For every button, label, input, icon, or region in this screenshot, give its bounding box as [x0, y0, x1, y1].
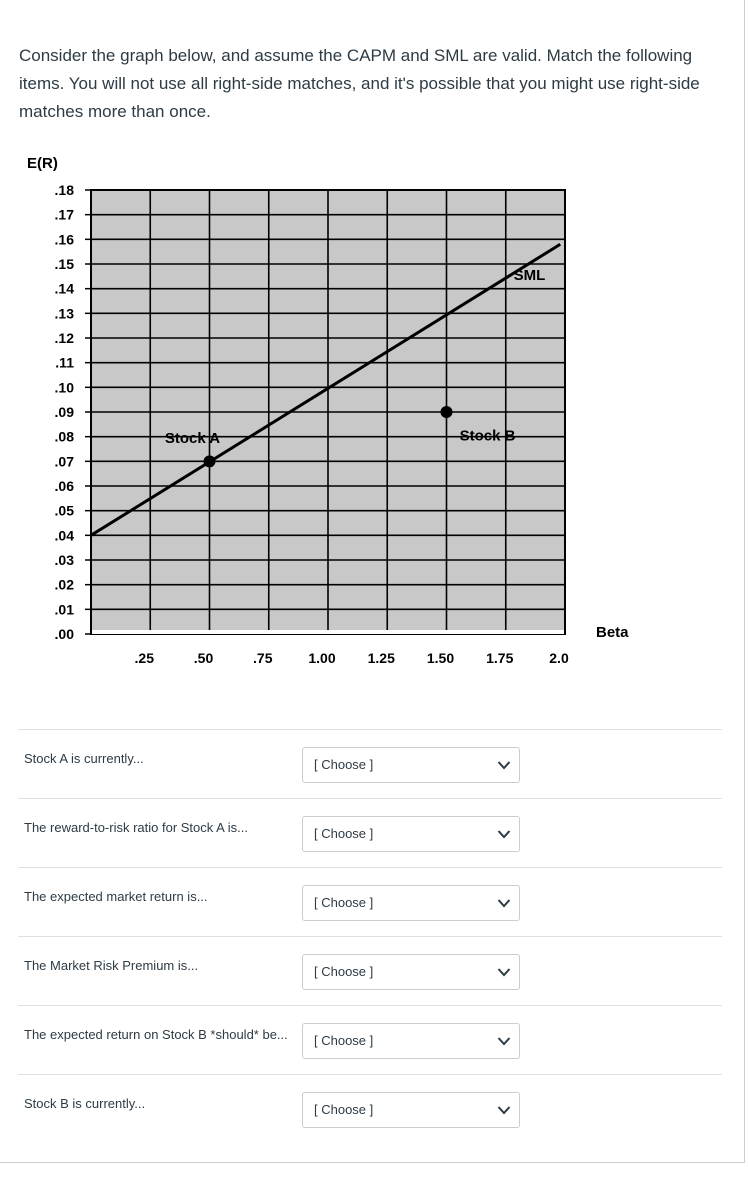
chevron-down-icon	[497, 898, 511, 908]
select-value: [ Choose ]	[314, 826, 374, 841]
y-tick-label: .18	[54, 182, 74, 198]
select-value: [ Choose ]	[314, 895, 374, 910]
chevron-down-icon	[497, 760, 511, 770]
answer-select[interactable]	[302, 816, 520, 852]
answer-select[interactable]	[302, 954, 520, 990]
y-tick-label: .15	[54, 256, 74, 272]
y-tick-label: .16	[54, 231, 74, 248]
x-tick-label: 2.0	[549, 650, 569, 666]
x-tick-label: 1.75	[486, 650, 514, 666]
chevron-down-icon	[497, 1036, 511, 1046]
y-tick-label: .13	[54, 305, 74, 322]
match-prompt: Stock A is currently...	[24, 751, 144, 766]
y-tick-label: .17	[54, 206, 74, 223]
chevron-down-icon	[497, 1105, 511, 1115]
sml-label: SML	[513, 267, 546, 285]
match-prompt: The reward-to-risk ratio for Stock A is...	[24, 820, 248, 835]
x-tick-label: 1.50	[426, 650, 455, 666]
select-value: [ Choose ]	[314, 1033, 374, 1048]
zero-band	[92, 630, 564, 634]
match-row	[18, 798, 722, 867]
x-tick-label: .75	[253, 650, 273, 666]
answer-select[interactable]	[302, 885, 520, 921]
y-tick-label: .10	[54, 379, 74, 396]
x-tick-label: .25	[134, 650, 154, 666]
answer-select[interactable]	[302, 1092, 520, 1128]
answer-select[interactable]	[302, 747, 520, 783]
x-tick-label: .50	[193, 650, 214, 666]
answer-select[interactable]	[302, 1023, 520, 1059]
stock-b-label: Stock B	[459, 427, 516, 445]
y-axis-title: E(R)	[27, 155, 58, 172]
match-prompt: The expected market return is...	[24, 889, 208, 904]
y-tick-label: .02	[54, 576, 74, 593]
x-tick-label: 1.25	[367, 650, 395, 666]
y-tick-label: .05	[54, 502, 74, 519]
select-value: [ Choose ]	[314, 757, 374, 772]
y-tick-label: .01	[54, 601, 74, 618]
stock-b-point	[441, 406, 453, 418]
select-value: [ Choose ]	[314, 964, 374, 979]
y-tick-label: .08	[54, 428, 74, 445]
y-tick-label: .03	[54, 552, 74, 568]
y-tick-label: .07	[54, 453, 74, 470]
select-value: [ Choose ]	[314, 1102, 374, 1117]
match-prompt: Stock B is currently...	[24, 1096, 146, 1111]
stock-a-label: Stock A	[164, 429, 221, 447]
question-text: Consider the graph below, and assume the CAPM and SML are valid. Match the following items. You will not use all right-side matches, and it's possible that you might use right-side matches more than once.	[19, 46, 700, 121]
y-tick-label: .11	[55, 354, 74, 371]
match-prompt: The expected return on Stock B *should* be...	[24, 1027, 288, 1042]
y-tick-label: .04	[54, 527, 74, 544]
match-row	[18, 729, 722, 798]
match-row	[18, 936, 722, 1005]
chevron-down-icon	[497, 829, 511, 839]
y-tick-label: .12	[54, 330, 74, 346]
y-tick-label: .00	[54, 626, 74, 642]
stock-a-point	[204, 455, 216, 467]
x-axis-title: Beta	[596, 624, 629, 641]
y-tick-label: .14	[54, 280, 74, 297]
y-tick-label: .09	[54, 404, 74, 420]
match-prompt: The Market Risk Premium is...	[24, 958, 199, 973]
match-row	[18, 1074, 722, 1143]
y-tick-label: .06	[54, 478, 74, 494]
chevron-down-icon	[497, 967, 511, 977]
x-tick-label: 1.00	[308, 650, 336, 666]
sml-chart	[0, 140, 748, 680]
match-row	[18, 867, 722, 936]
match-row	[18, 1005, 722, 1074]
